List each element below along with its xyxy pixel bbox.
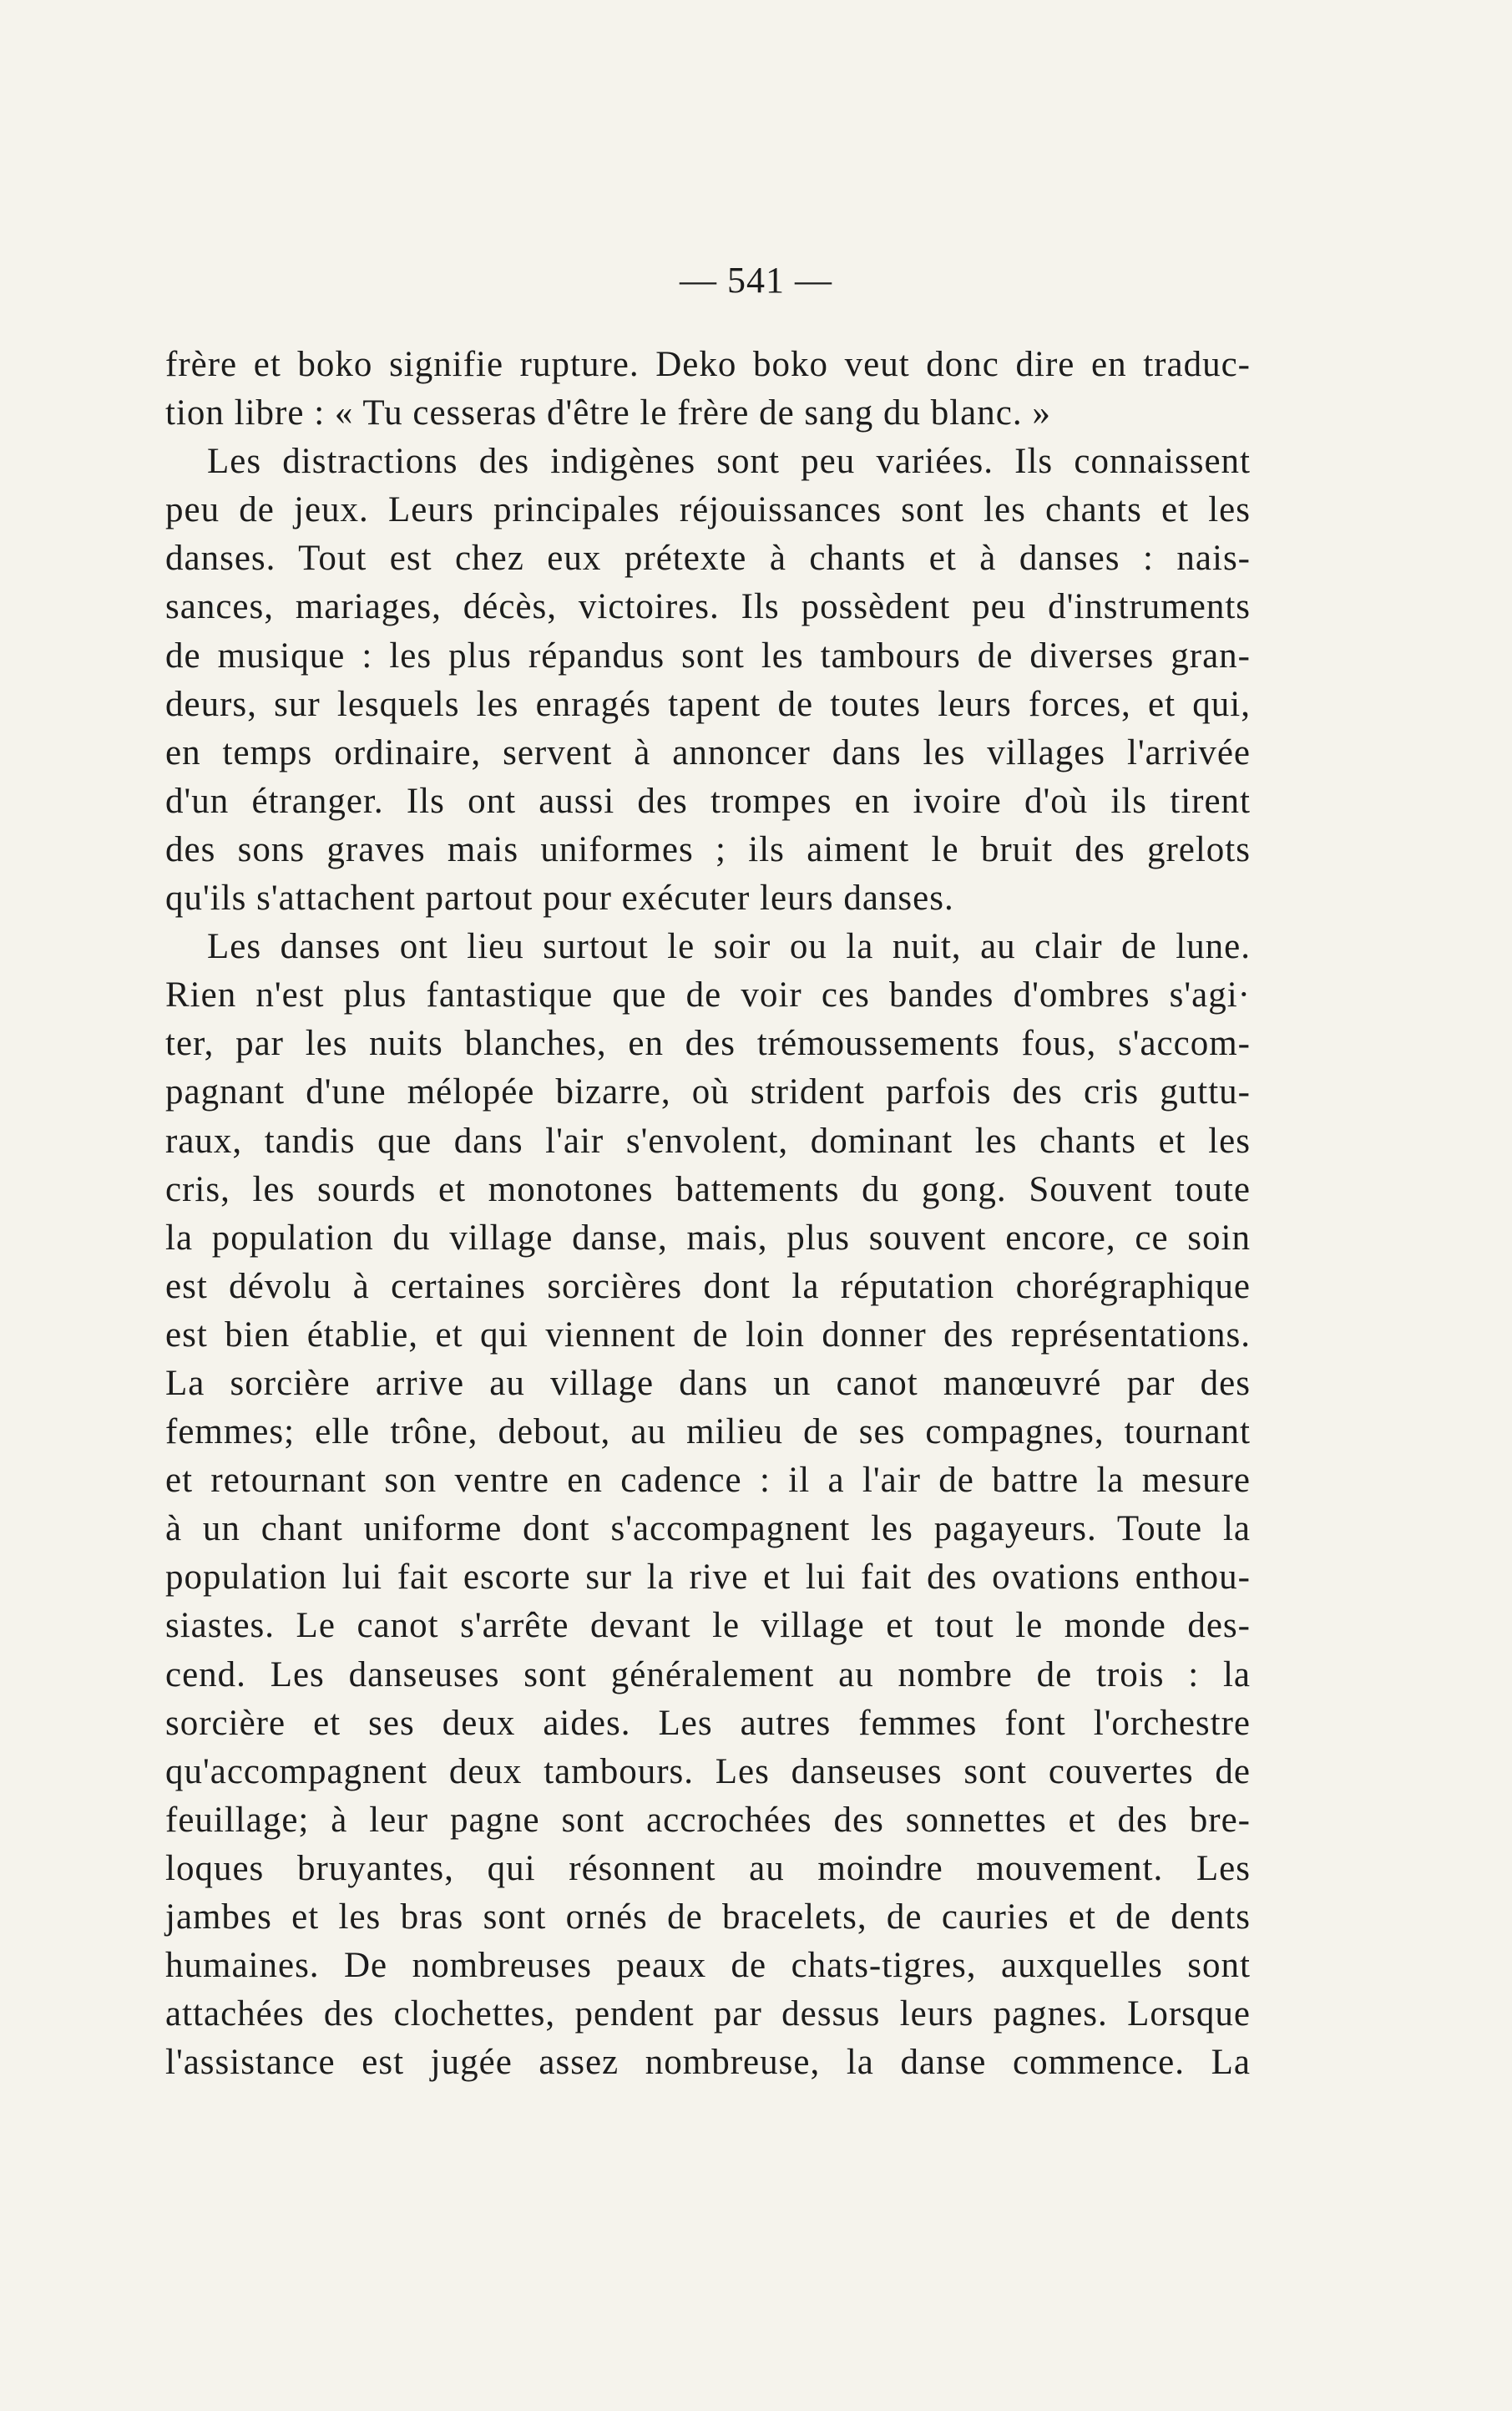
text-line: la population du village danse, mais, plus souvent encore, ce soin [165,1218,1251,1258]
text-line: sorcière et ses deux aides. Les autres femmes font l'orchestre [165,1703,1251,1743]
paragraph-start-line: Les danses ont lieu surtout le soir ou la nuit, au clair de lune. [207,927,1251,967]
text-line: cend. Les danseuses sont généralement au nombre de trois : la [165,1654,1251,1694]
text-line: loques bruyantes, qui résonnent au moindre mouvement. Les [165,1848,1251,1888]
text-line: qu'accompagnent deux tambours. Les danseuses sont couvertes de [165,1751,1251,1791]
text-line: sances, mariages, décès, victoires. Ils possèdent peu d'instruments [165,587,1251,627]
text-line: tion libre : « Tu cesseras d'être le frère de sang du blanc. » [165,393,1051,433]
body-text [165,341,1251,2087]
text-line: La sorcière arrive au village dans un canot manœuvré par des [165,1363,1251,1403]
text-line: deurs, sur lesquels les enragés tapent de toutes leurs forces, et qui, [165,684,1251,724]
text-line: cris, les sourds et monotones battements du gong. Souvent toute [165,1169,1251,1209]
text-line: pagnant d'une mélopée bizarre, où strident parfois des cris guttu- [165,1072,1251,1112]
text-line: attachées des clochettes, pendent par dessus leurs pagnes. Lorsque [165,1994,1251,2034]
text-line: jambes et les bras sont ornés de bracelets, de cauries et de dents [165,1897,1251,1937]
text-line: de musique : les plus répandus sont les tambours de diverses gran- [165,636,1251,676]
text-line: femmes; elle trône, debout, au milieu de ses compagnes, tournant [165,1412,1251,1452]
text-line: feuillage; à leur pagne sont accrochées des sonnettes et des bre- [165,1800,1251,1840]
text-line: est dévolu à certaines sorcières dont la réputation chorégraphique [165,1266,1251,1306]
text-line: population lui fait escorte sur la rive et lui fait des ovations enthou- [165,1558,1251,1598]
page-number: — 541 — [680,260,832,301]
text-line: qu'ils s'attachent partout pour exécuter leurs danses. [165,879,954,919]
text-line: raux, tandis que dans l'air s'envolent, dominant les chants et les [165,1121,1251,1161]
text-line: l'assistance est jugée assez nombreuse, la danse commence. La [165,2043,1251,2083]
text-line: des sons graves mais uniformes ; ils aiment le bruit des grelots [165,829,1251,869]
text-line: d'un étranger. Ils ont aussi des trompes en ivoire d'où ils tirent [165,781,1251,821]
text-line: en temps ordinaire, servent à annoncer dans les villages l'arrivée [165,732,1251,772]
text-line: frère et boko signifie rupture. Deko boko veut donc dire en traduc- [165,345,1251,384]
text-line: est bien établie, et qui viennent de loin donner des représentations. [165,1314,1251,1355]
text-line: ter, par les nuits blanches, en des trémoussements fous, s'accom- [165,1024,1251,1064]
text-line: siastes. Le canot s'arrête devant le village et tout le monde des- [165,1606,1251,1646]
text-line: humaines. De nombreuses peaux de chats-tigres, auxquelles sont [165,1946,1251,1986]
text-line: à un chant uniforme dont s'accompagnent les pagayeurs. Toute la [165,1509,1251,1549]
text-line: et retournant son ventre en cadence : il a l'air de battre la mesure [165,1461,1251,1501]
paragraph-start-line: Les distractions des indigènes sont peu variées. Ils connaissent [207,442,1251,482]
text-line: peu de jeux. Leurs principales réjouissances sont les chants et les [165,490,1251,530]
text-line: Rien n'est plus fantastique que de voir ces bandes d'ombres s'agi· [165,975,1251,1016]
text-line: danses. Tout est chez eux prétexte à chants et à danses : nais- [165,539,1251,579]
